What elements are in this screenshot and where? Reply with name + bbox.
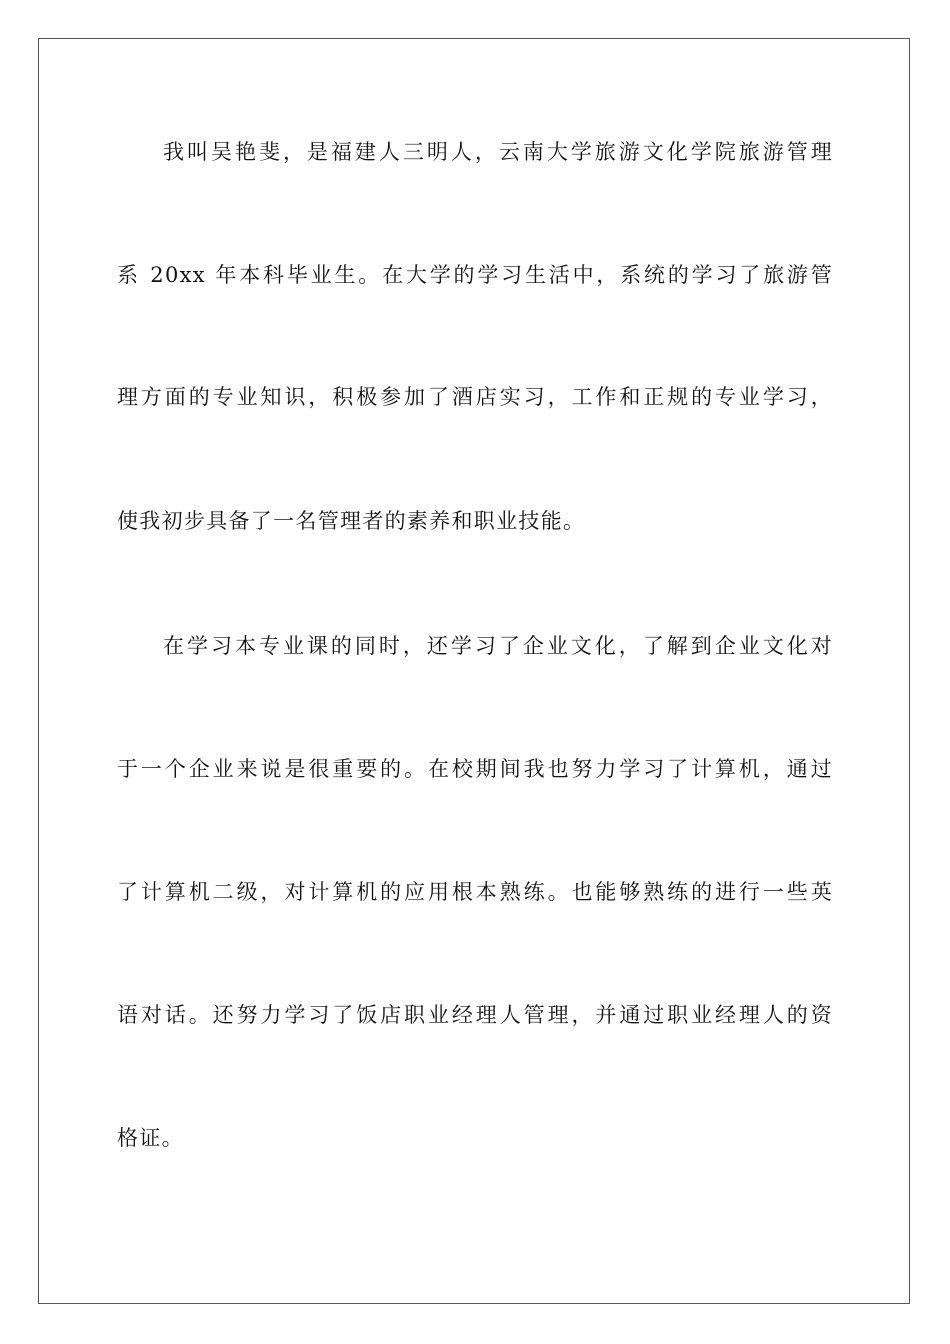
text-line: 格证。 [117, 1126, 184, 1150]
text-line: 系 20xx 年本科毕业生。在大学的学习生活中，系统的学习了旅游管 [117, 263, 833, 287]
text-line: 于一个企业来说是很重要的。在校期间我也努力学习了计算机，通过 [117, 757, 833, 781]
page-border [38, 38, 910, 1304]
text-line: 语对话。还努力学习了饭店职业经理人管理，并通过职业经理人的资 [117, 1003, 833, 1027]
text-line: 理方面的专业知识，积极参加了酒店实习，工作和正规的专业学习， [117, 385, 833, 409]
text-line: 在学习本专业课的同时，还学习了企业文化，了解到企业文化对 [163, 634, 833, 658]
text-line: 了计算机二级，对计算机的应用根本熟练。也能够熟练的进行一些英 [117, 880, 833, 904]
text-line: 我叫吴艳斐，是福建人三明人，云南大学旅游文化学院旅游管理 [163, 140, 833, 164]
text-line: 使我初步具备了一名管理者的素养和职业技能。 [117, 509, 586, 533]
